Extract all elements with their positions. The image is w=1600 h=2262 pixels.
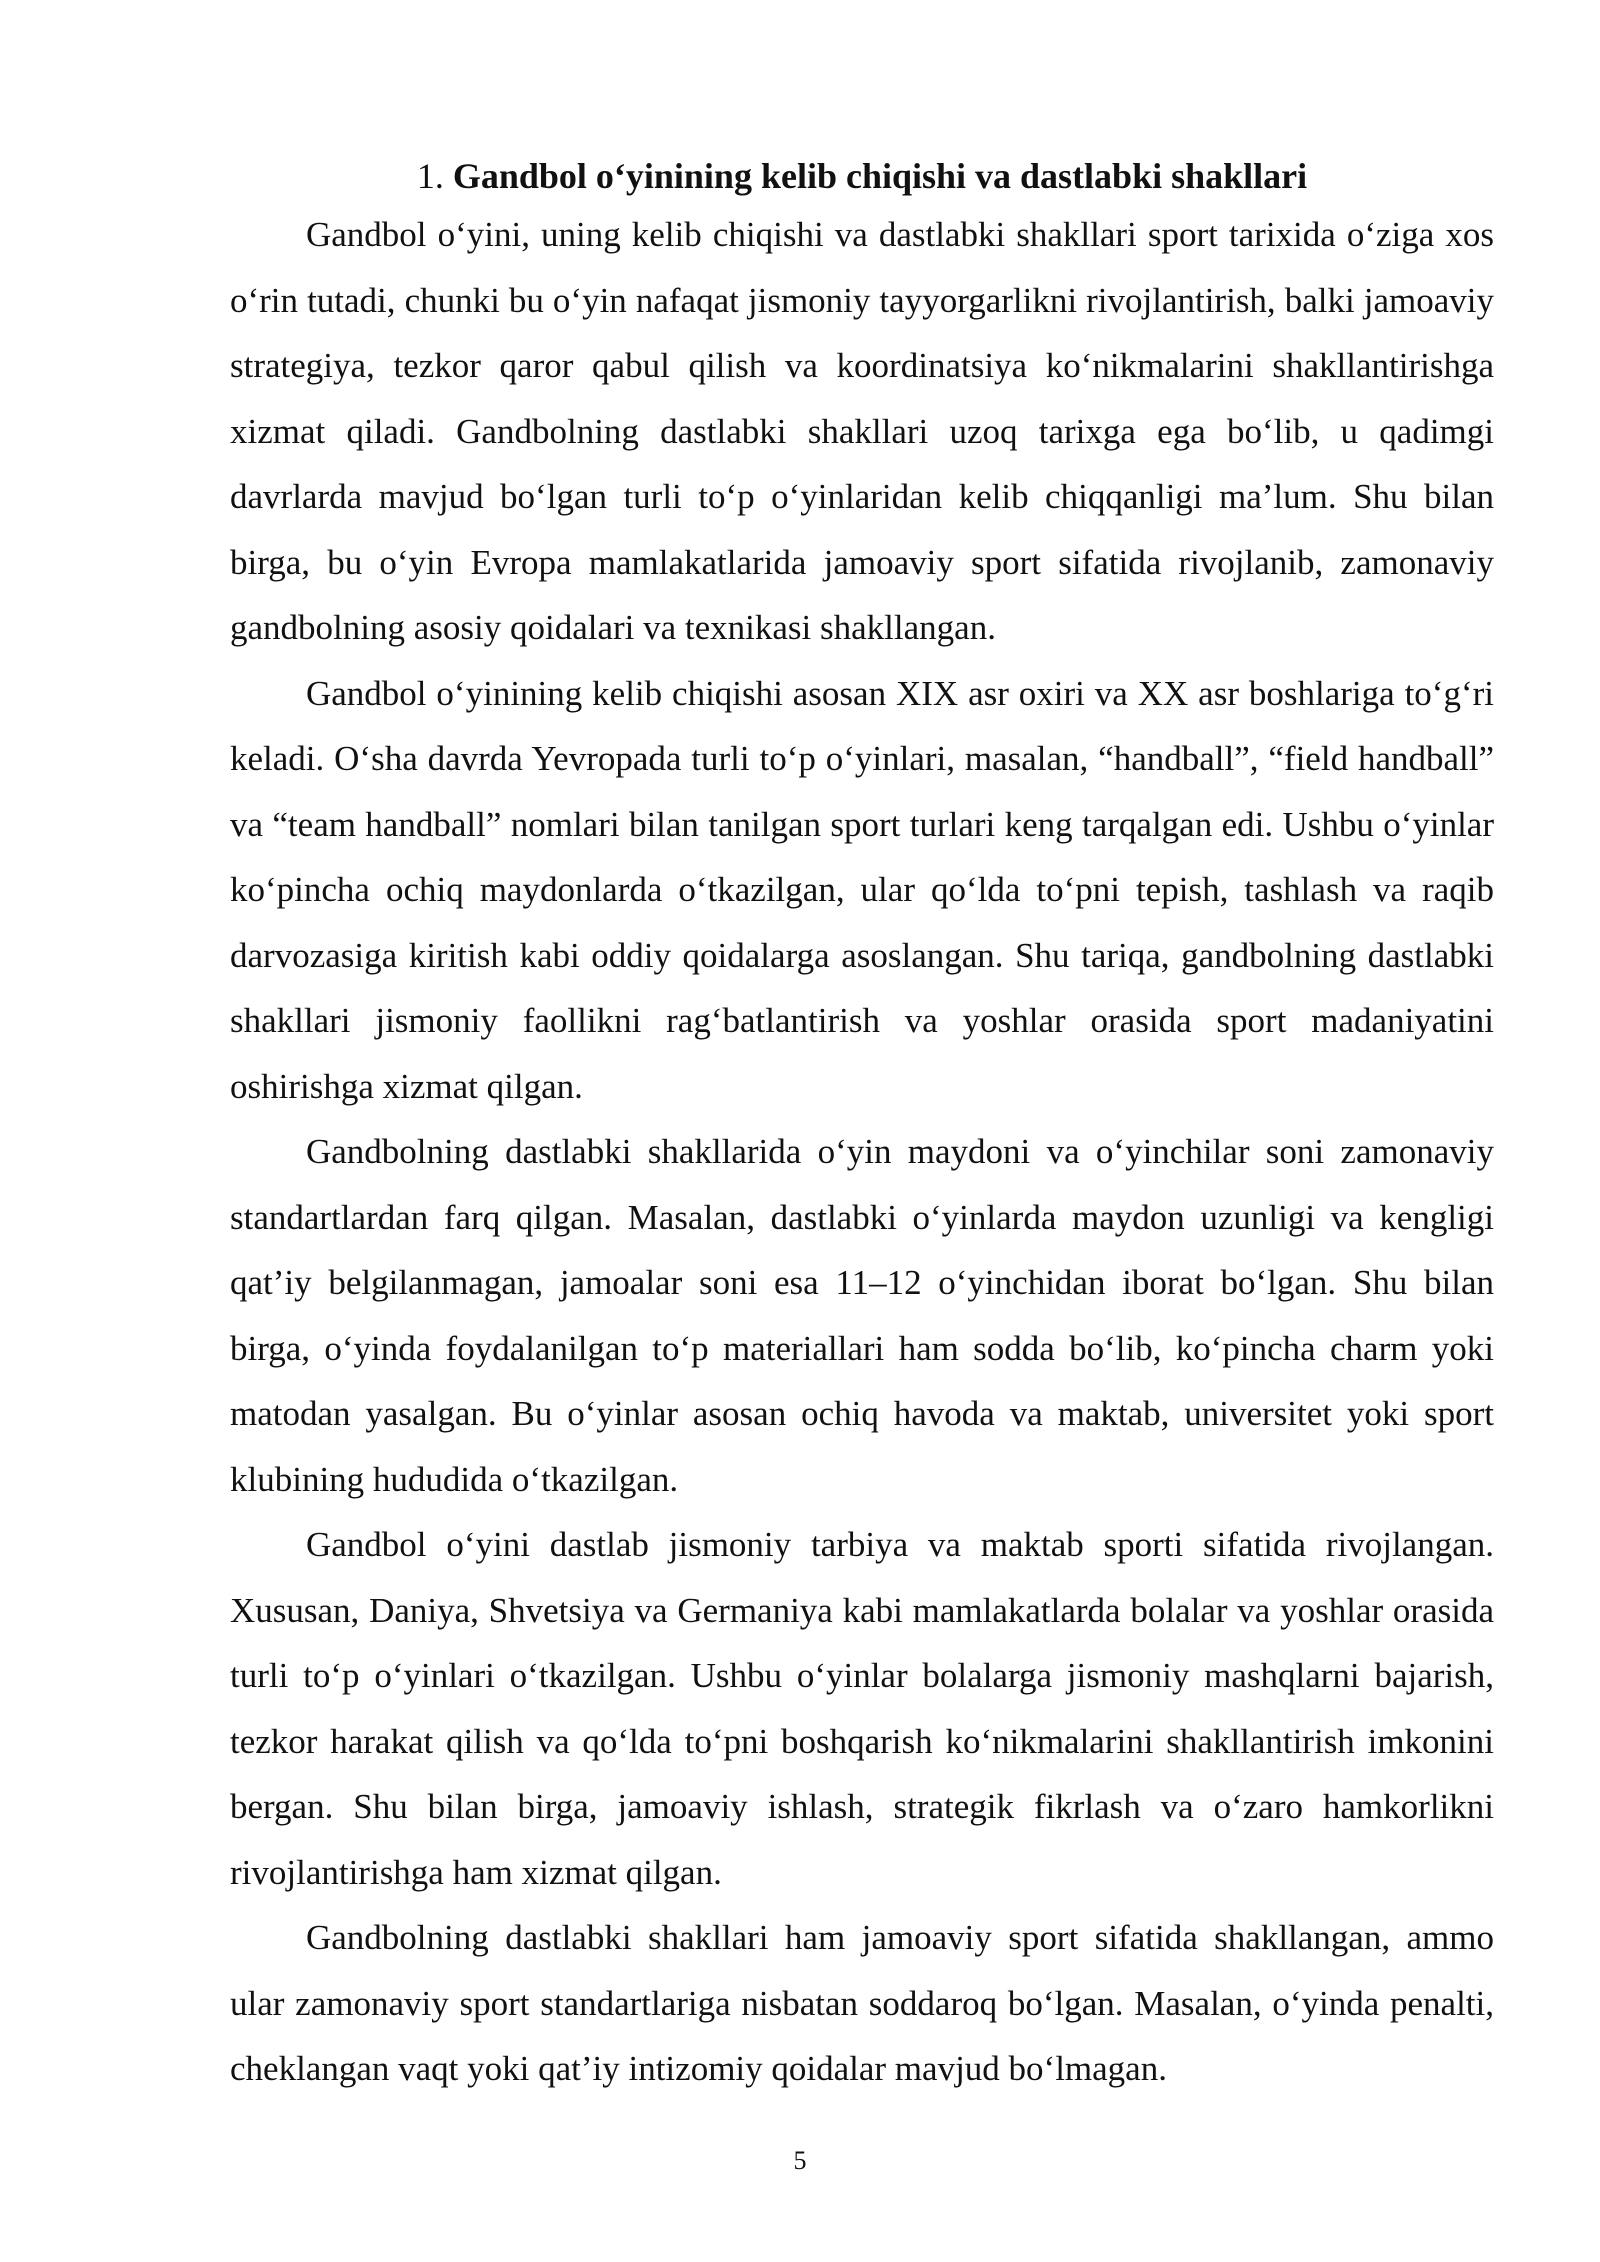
page-number: 5 — [793, 2146, 807, 2175]
paragraph-4: Gandbol o‘yini dastlab jismoniy tarbiya va maktab sporti sifatida rivojlangan. Xususan, Daniya, Shvetsiya va Germaniya kabi mamlakatlarda bolalar va yoshlar orasida turli to‘p o‘yinlari o‘tkazilgan. Ushbu o‘yinlar bolalarga jismoniy mashqlarni bajarish, tezkor harakat qilish va qo‘lda to‘pni boshqarish ko‘nikmalarini shakllantirish imkonini bergan. Shu bilan birga, jamoaviy ishlash, strategik fikrlash va o‘zaro hamkorlikni rivojlantirishga ham xizmat qilgan. — [230, 1525, 1494, 1892]
paragraph-3: Gandbolning dastlabki shakllarida o‘yin maydoni va o‘yinchilar soni zamonaviy standartlardan farq qilgan. Masalan, dastlabki o‘yinlarda maydon uzunligi va kengligi qat’iy belgilanmagan, jamoalar soni esa 11–12 o‘yinchidan iborat bo‘lgan. Shu bilan birga, o‘yinda foydalanilgan to‘p materiallari ham sodda bo‘lib, ko‘pincha charm yoki matodan yasalgan. Bu o‘yinlar asosan ochiq havoda va maktab, universitet yoki sport klubining hududida o‘tkazilgan. — [230, 1132, 1494, 1499]
paragraph-2: Gandbol o‘yinining kelib chiqishi asosan XIX asr oxiri va XX asr boshlariga to‘g‘ri keladi. O‘sha davrda Yevropada turli to‘p o‘yinlari, masalan, “handball”, “field handball” va “team handball” nomlari bilan tanilgan sport turlari keng tarqalgan edi. Ushbu o‘yinlar ko‘pincha ochiq maydonlarda o‘tkazilgan, ular qo‘lda to‘pni tepish, tashlash va raqib darvozasiga kiritish kabi oddiy qoidalarga asoslangan. Shu tariqa, gandbolning dastlabki shakllari jismoniy faollikni rag‘batlantirish va yoshlar orasida sport madaniyatini oshirishga xizmat qilgan. — [230, 673, 1494, 1106]
paragraph-1: Gandbol o‘yini, uning kelib chiqishi va dastlabki shakllari sport tarixida o‘ziga xos o‘rin tutadi, chunki bu o‘yin nafaqat jismoniy tayyorgarlikni rivojlantirish, balki jamoaviy strategiya, tezkor qaror qabul qilish va koordinatsiya ko‘nikmalarini shakllantirishga xizmat qiladi. Gandbolning dastlabki shakllari uzoq tarixga ega bo‘lib, u qadimgi davrlarda mavjud bo‘lgan turli to‘p o‘yinlaridan kelib chiqqanligi ma’lum. Shu bilan birga, bu o‘yin Evropa mamlakatlarida jamoaviy sport sifatida rivojlanib, zamonaviy gandbolning asosiy qoidalari va texnikasi shakllangan. — [230, 215, 1494, 647]
section-heading — [230, 150, 1494, 202]
paragraph-5: Gandbolning dastlabki shakllari ham jamoaviy sport sifatida shakllangan, ammo ular zamonaviy sport standartlariga nisbatan soddaroq bo‘lgan. Masalan, o‘yinda penalti, cheklangan vaqt yoki qat’iy intizomiy qoidalar mavjud bo‘lmagan. — [230, 1918, 1494, 2088]
section-title: Gandbol o‘yinining kelib chiqishi va dastlabki shakllari — [452, 156, 1308, 196]
page-content — [230, 150, 1494, 2102]
section-number: 1. — [416, 156, 444, 196]
